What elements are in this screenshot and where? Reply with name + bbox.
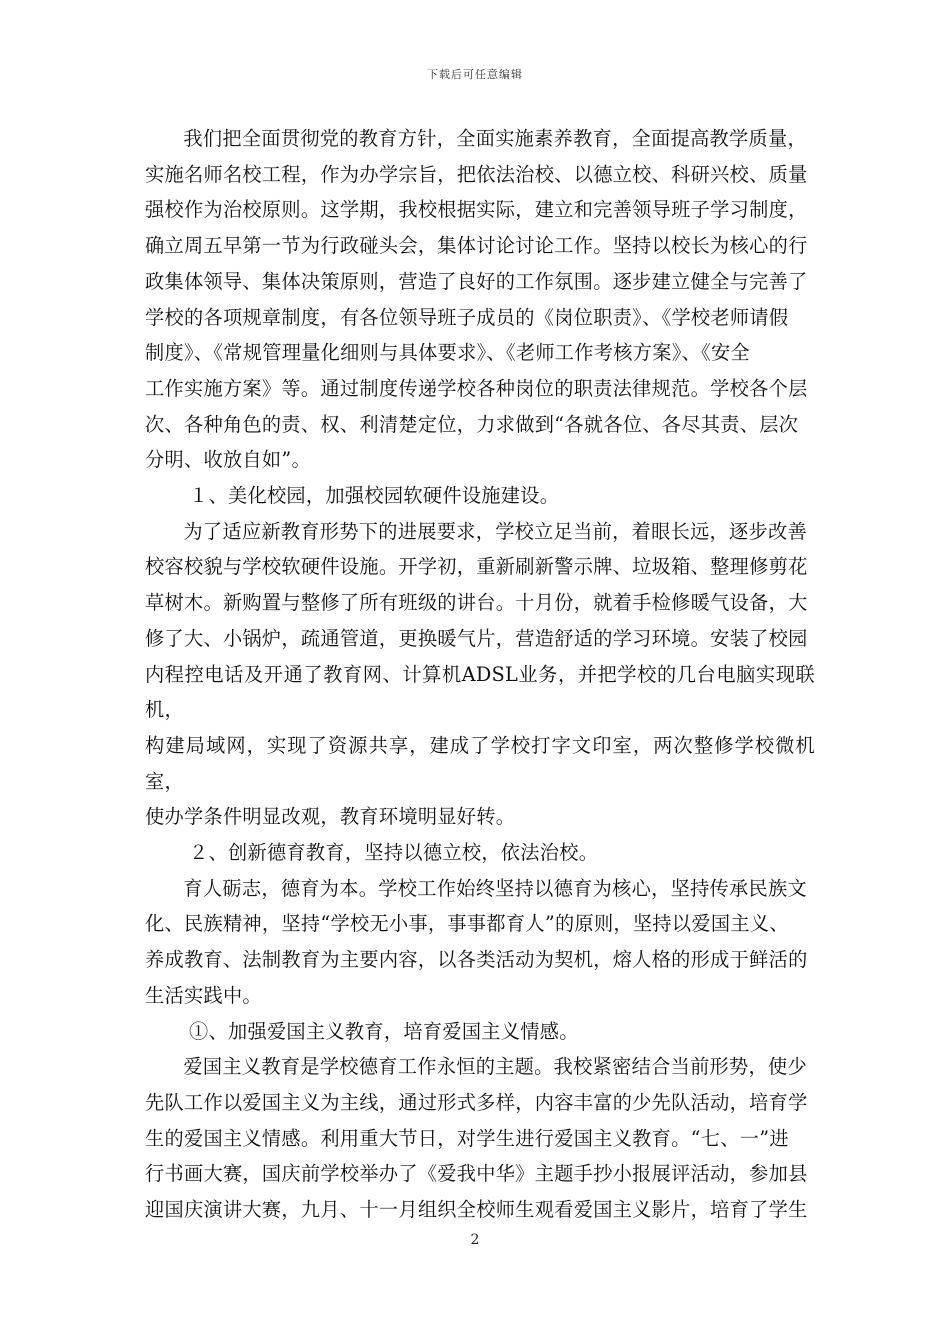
paragraph-school-management: 我们把全面贯彻党的教育方针，全面实施素养教育，全面提高教学质量， 实施名师名校工程，作为办学宗旨，把依法治校、以德立校、科研兴校、质量 强校作为治校原则。这学期，我校根据实际，建立和完善领导班子学习制度， 确立周五早第一节为行政碰头会，集体讨论讨论工作。坚持以校长为核心的行 政集体领导、集体决策原则，营造了良好的工作氛围。逐步建立健全与完善了 学校的各项规章制度，有各位领导班子成员的《岗位职责》、《学校老师请假 制度》、《常规管理量化细则与具体要求》、《老师工作考核方案》、《安全 工作实施方案》等。通过制度传递学校各种岗位的职责法律规范。学校各个层 次、各种角色的责、权、利清楚定位，力求做到“各就各位、各尽其责、层次 分明、收放自如”。 [145, 127, 808, 472]
document-body [145, 121, 815, 1228]
paragraph-campus-facilities: 为了适应新教育形势下的进展要求，学校立足当前，着眼长远，逐步改善 校容校貌与学校软硬件设施。开学初，重新刷新警示牌、垃圾箱、整理修剪花 草树木。新购置与整修了所有班级的讲台。十月份，就着手检修暖气设备，大 修了大、小锅炉，疏通管道，更换暖气片，营造舒适的学习环境。安装了校园 内程控电话及开通了教育网、计算机ADSL业务，并把学校的几台电脑实现联机， 构建局域网，实现了资源共享，建成了学校打字文印室，两次整修学校微机室， 使办学条件明显改观，教育环境明显好转。 [145, 519, 815, 829]
paragraph-patriotism: 爱国主义教育是学校德育工作永恒的主题。我校紧密结合当前形势，使少 先队工作以爱国主义为主线，通过形式多样，内容丰富的少先队活动，培育学 生的爱国主义情感。利用重大节日，对学生进行爱国主义教育。“七、一”进 行书画大赛，国庆前学校举办了《爱我中华》主题手抄小报展评活动，参加县 迎国庆演讲大赛，九月、十一月组织全校师生观看爱国主义影片，培育了学生 [145, 1055, 808, 1222]
paragraph-moral-education: 育人砺志，德育为本。学校工作始终坚持以德育为核心，坚持传承民族文 化、民族精神，坚持“学校无小事，事事都育人”的原则，坚持以爱国主义、 养成教育、法制教育为主要内容，以各类活动为契机，熔人格的形成于鲜活的 生活实践中。 [145, 876, 808, 1007]
section-heading-moral-education: ２、创新德育教育，坚持以德立校，依法治校。 [189, 841, 599, 865]
section-heading-campus: １、美化校园，加强校园软硬件设施建设。 [189, 484, 560, 508]
section-heading-patriotism: ①、加强爱国主义教育，培育爱国主义情感。 [189, 1019, 579, 1043]
page-header: 下载后可任意编辑 [427, 68, 523, 81]
page-number: 2 [470, 1232, 480, 1248]
